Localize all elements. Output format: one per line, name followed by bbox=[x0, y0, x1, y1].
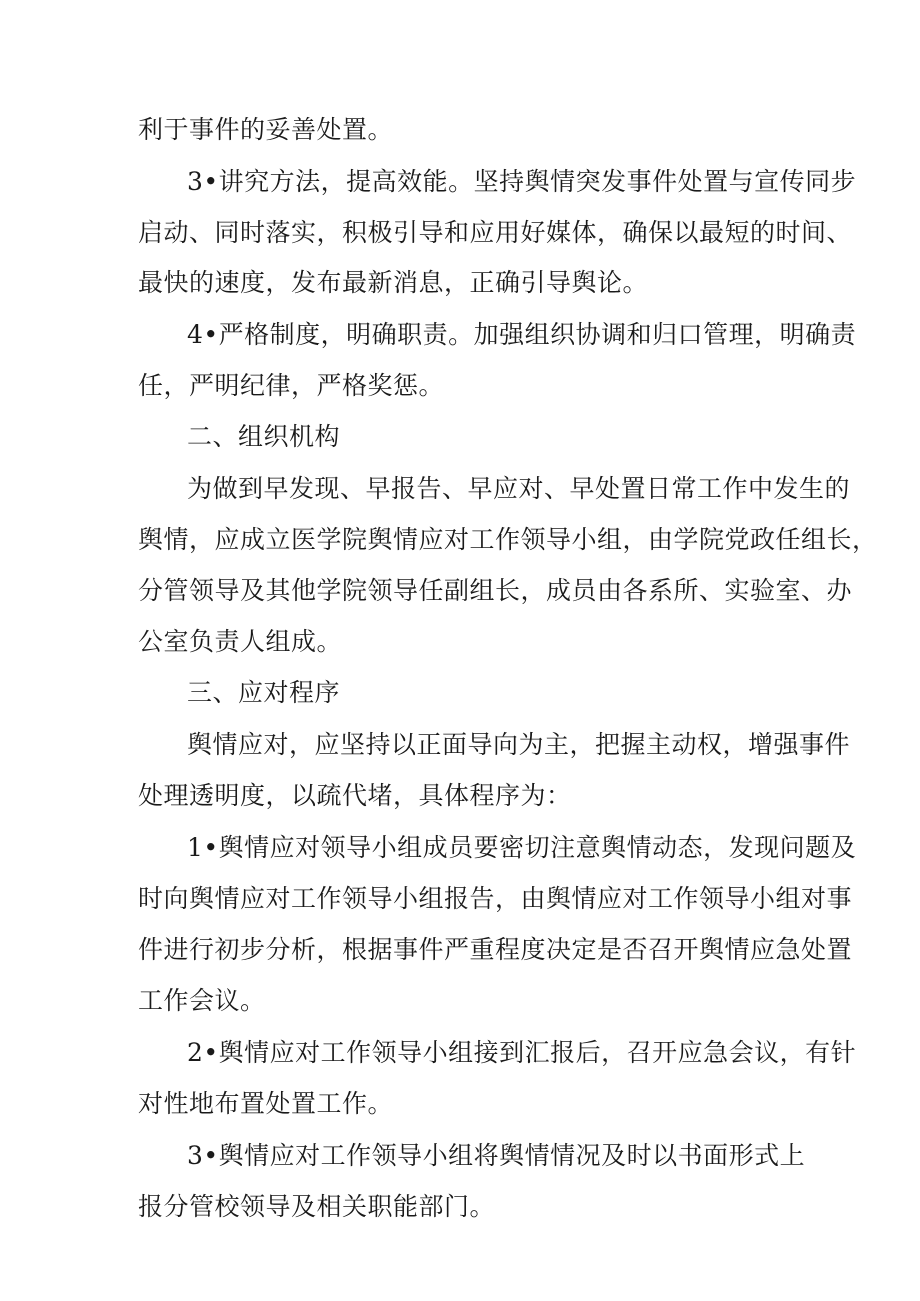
text-line: 2•舆情应对工作领导小组接到汇报后，召开应急会议，有针 bbox=[187, 1038, 857, 1067]
text-line: 报分管校领导及相关职能部门。 bbox=[138, 1192, 496, 1221]
text-line: 舆情，应成立医学院舆情应对工作领导小组，由学院党政任组长， bbox=[138, 525, 878, 554]
text-line: 对性地布置处置工作。 bbox=[138, 1089, 394, 1118]
text-line: 任，严明纪律，严格奖惩。 bbox=[138, 371, 445, 400]
text-line: 启动、同时落实，积极引导和应用好媒体，确保以最短的时间、 bbox=[138, 218, 853, 247]
text-line: 分管领导及其他学院领导任副组长，成员由各系所、实验室、办 bbox=[138, 576, 853, 605]
text-line: 件进行初步分析，根据事件严重程度决定是否召开舆情应急处置 bbox=[138, 935, 853, 964]
section-heading: 二、组织机构 bbox=[187, 422, 341, 451]
section-heading: 三、应对程序 bbox=[187, 678, 341, 707]
text-line: 舆情应对，应坚持以正面导向为主，把握主动权，增强事件 bbox=[187, 730, 851, 759]
text-line: 时向舆情应对工作领导小组报告，由舆情应对工作领导小组对事 bbox=[138, 884, 853, 913]
text-line: 3•讲究方法，提高效能。坚持舆情突发事件处置与宣传同步 bbox=[187, 167, 857, 196]
text-line: 为做到早发现、早报告、早应对、早处置日常工作中发生的 bbox=[187, 474, 851, 503]
text-line: 公室负责人组成。 bbox=[138, 627, 343, 656]
text-line: 工作会议。 bbox=[138, 986, 266, 1015]
text-line: 3•舆情应对工作领导小组将舆情情况及时以书面形式上 bbox=[187, 1141, 806, 1170]
text-line: 处理透明度，以疏代堵，具体程序为： bbox=[138, 781, 572, 810]
text-line: 4•严格制度，明确职责。加强组织协调和归口管理，明确责 bbox=[187, 320, 857, 349]
text-line: 1•舆情应对领导小组成员要密切注意舆情动态，发现问题及 bbox=[187, 833, 857, 862]
text-line: 利于事件的妥善处置。 bbox=[138, 115, 394, 144]
text-line: 最快的速度，发布最新消息，正确引导舆论。 bbox=[138, 268, 649, 297]
